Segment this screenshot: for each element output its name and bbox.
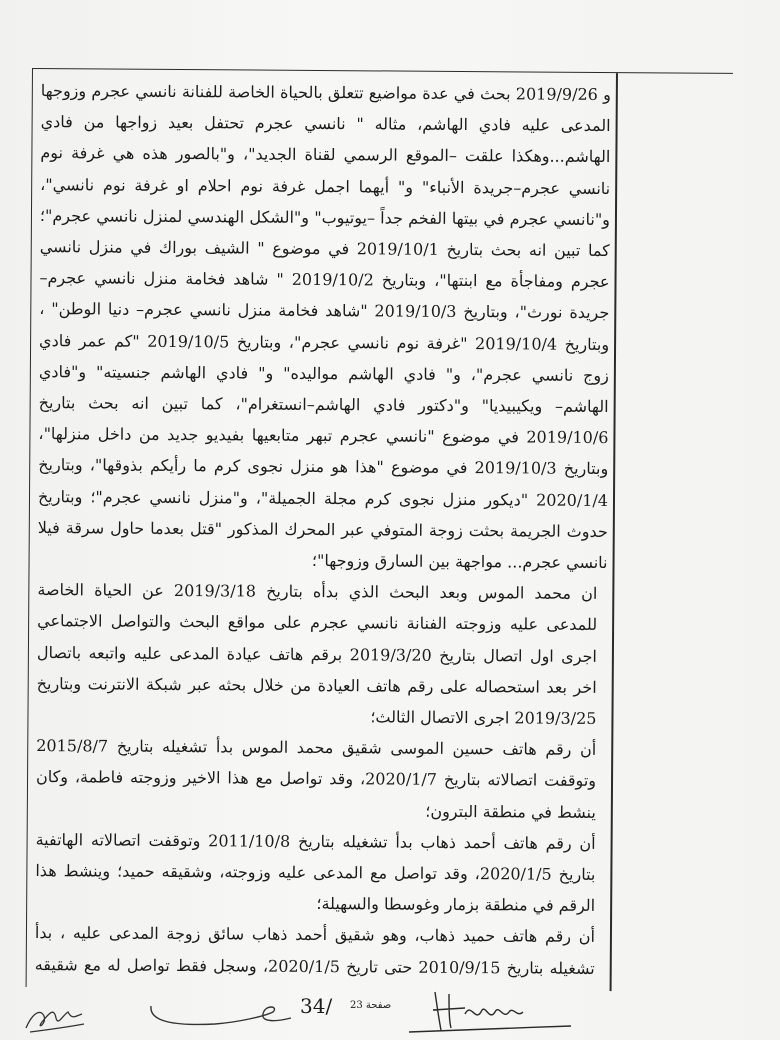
list-item-text: ان محمد الموس وبعد البحث الذي بدأه بتاريخ 2019/3/18 عن الحياة الخاصة للمدعى عليه وزوجته الفنانة نانسي عجرم على مواقع البحث والتواصل الاجتماعي اجرى اول اتصال بتاريخ 2019/3/20 برقم هاتف عيادة المدعى عليه واتبعه باتصال اخر بعد استحصاله على رقم هاتف العيادة من خلال بحثه عبر شبكة الانترنت وبتاريخ 2019/3/25 اجرى الاتصال الثالث؛ xyxy=(36,580,598,729)
margin-rule xyxy=(610,73,618,991)
initials-signature-icon xyxy=(22,994,92,1036)
list-item xyxy=(36,574,607,734)
list-item xyxy=(35,824,606,922)
list-item-text: أن رقم هاتف حسين الموسى شقيق محمد الموس بدأ تشغيله بتاريخ 2015/8/7 وتوقفت اتصالاته بتاريخ 2020/1/7، وقد تواصل مع هذا الاخير وزوجته فاطمة، وكان ينشط في منطقة البترون؛ xyxy=(35,736,597,822)
judge-signature-icon xyxy=(405,988,575,1036)
page-footer xyxy=(0,990,780,1040)
intro-paragraph: و 2019/9/26 بحث في عدة مواضيع تتعلق بالحياة الخاصة للفنانة نانسي عجرم وزوجها المدعى عليه فادي الهاشم، مثاله " نانسي عجرم تحتفل بعيد زواجها من فادي الهاشم...وهكذا علقت –الموقع الرسمي لقناة الجديد"، و"بالصور هذه هي غرفة نوم نانسي عجرم–جريدة الأنباء" و" أيهما اجمل غرفة نوم احلام او غرفة نوم نانسي"، و"نانسي عجرم في بيتها الفخم جداً –يوتيوب" و"الشكل الهندسي لمنزل نانسي عجرم"؛ كما تبين انه بحث بتاريخ 2019/10/1 في موضوع " الشيف بوراك في منزل نانسي عجرم ومفاجأة مع ابنتها"، وبتاريخ 2019/10/2 " شاهد فخامة منزل نانسي عجرم–جريدة نورث"، وبتاريخ 2019/10/3 "شاهد فخامة منزل نانسي عجرم– دنيا الوطن" ، وبتاريخ 2019/10/4 "غرفة نوم نانسي عجرم"، وبتاريخ 2019/10/5 "كم عمر فادي زوج نانسي عجرم"، و" فادي الهاشم مواليده" و" فادي الهاشم جنسيته" و"فادي الهاشم– ويكيبيديا" و"دكتور فادي الهاشم–انستغرام"، كما تبين انه بحث بتاريخ 2019/10/6 في موضوع "نانسي عجرم تبهر متابعيها بفيديو جديد من داخل منزلها"، وبتاريخ 2019/10/3 في موضوع "هذا هو منزل نجوى كرم ما رأيكم بذوقها"، وبتاريخ 2020/1/4 "ديكور منزل نجوى كرم مجلة الجميلة"، و"منزل نانسي عجرم"؛ وبتاريخ حدوث الجريمة بحثت زوجة المتوفي عبر المحرك المذكور "قتل بعدما حاول سرقة فيلا نانسي عجرم... مواجهة بين السارق وزوجها"؛ xyxy=(37,81,611,573)
list-item-text: أن رقم هاتف حميد ذهاب، وهو شقيق أحمد ذهاب سائق زوجة المدعى عليه ، بدأ تشغيله بتاريخ 2010/9/15 حتى تاريخ 2020/1/5، وسجل فقط تواصل له مع شقيقه xyxy=(34,923,596,978)
page-frame xyxy=(26,68,733,992)
page-number: 34/ xyxy=(300,994,333,1018)
list-item xyxy=(35,918,605,984)
list-item-text: أن رقم هاتف أحمد ذهاب بدأ تشغيله بتاريخ 2011/10/8 وتوقفت اتصالاته الهاتفية بتاريخ 2020/1/5، وقد تواصل مع المدعى عليه وزوجته، وشقيقه حميد؛ وينشط هذا الرقم في منطقة بزمار وغوسطا والسهيلة؛ xyxy=(35,829,596,916)
list-item xyxy=(36,730,607,828)
body-text xyxy=(35,75,611,984)
bullet-list xyxy=(35,574,608,984)
page-label: صفحة 23 xyxy=(350,1000,392,1011)
signature-icon xyxy=(145,992,295,1034)
